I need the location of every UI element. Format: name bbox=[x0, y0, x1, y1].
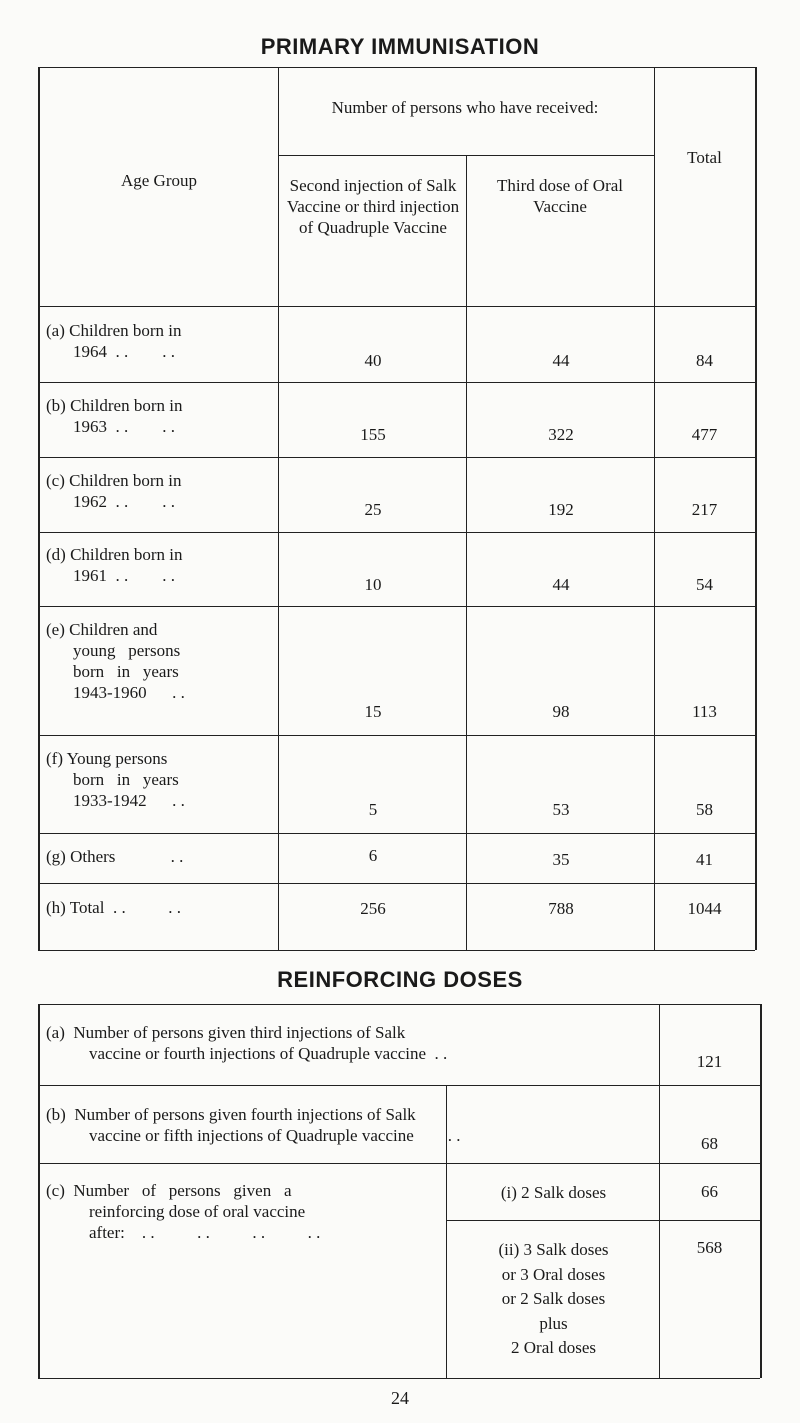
row-g-label: (g) Others . . bbox=[46, 847, 184, 866]
row-c-total: 217 bbox=[691, 500, 718, 519]
row-h-salk: 256 bbox=[360, 899, 386, 918]
row-d-total: 54 bbox=[696, 575, 713, 594]
row-f-salk: 5 bbox=[368, 800, 378, 819]
row-h-total: 1044 bbox=[687, 899, 722, 918]
page-number: 24 bbox=[391, 1388, 409, 1408]
row-c-oral: 192 bbox=[548, 500, 574, 519]
row-e-salk: 15 bbox=[364, 702, 382, 721]
reinforcing-title: REINFORCING DOSES bbox=[277, 967, 523, 992]
row-f-total: 58 bbox=[696, 800, 713, 819]
row-e-oral: 98 bbox=[552, 702, 570, 721]
row-b-salk: 155 bbox=[360, 425, 386, 444]
reinforcing-a-label: (a) Number of persons given third injections of Salk vaccine or fourth injections of Quadruple vaccine . . bbox=[46, 1023, 448, 1063]
page-title: PRIMARY IMMUNISATION bbox=[260, 34, 540, 59]
reinforcing-c-ii-value: 568 bbox=[696, 1238, 723, 1257]
reinforcing-c-i-value: 66 bbox=[701, 1182, 718, 1201]
row-d-oral: 44 bbox=[552, 575, 570, 594]
header-persons-received: Number of persons who have received: bbox=[331, 98, 599, 117]
row-b-total: 477 bbox=[691, 425, 718, 444]
row-a-oral: 44 bbox=[552, 351, 570, 370]
row-e-total: 113 bbox=[692, 702, 717, 721]
row-e-label: (e) Children and young persons born in years 1943-1960 . . bbox=[46, 620, 185, 702]
row-c-label: (c) Children born in 1962 . . . . bbox=[46, 471, 182, 511]
row-g-oral: 35 bbox=[552, 850, 570, 869]
row-a-label: (a) Children born in 1964 . . . . bbox=[46, 321, 182, 361]
reinforcing-c-label: (c) Number of persons given a reinforcing dose of oral vaccine after: . . . . . . . . bbox=[46, 1181, 321, 1242]
reinforcing-c-ii-label: (ii) 3 Salk doses or 3 Oral doses or 2 Salk doses plus 2 Oral doses bbox=[498, 1240, 609, 1357]
row-a-salk: 40 bbox=[364, 351, 382, 370]
row-d-label: (d) Children born in 1961 . . . . bbox=[46, 545, 183, 585]
row-b-label: (b) Children born in 1963 . . . . bbox=[46, 396, 183, 436]
reinforcing-b-value: 68 bbox=[701, 1134, 718, 1153]
header-age-group: Age Group bbox=[120, 171, 197, 190]
header-salk: Second injection of Salk Vaccine or third injection of Quadruple Vaccine bbox=[286, 176, 460, 237]
reinforcing-c-i-label: (i) 2 Salk doses bbox=[500, 1183, 607, 1202]
reinforcing-b-label: (b) Number of persons given fourth injections of Salk vaccine or fifth injections of Quadruple vaccine . . bbox=[46, 1105, 461, 1145]
row-f-oral: 53 bbox=[552, 800, 570, 819]
row-c-salk: 25 bbox=[364, 500, 382, 519]
row-b-oral: 322 bbox=[548, 425, 574, 444]
row-g-total: 41 bbox=[696, 850, 713, 869]
row-a-total: 84 bbox=[696, 351, 713, 370]
header-total: Total bbox=[687, 148, 722, 167]
row-d-salk: 10 bbox=[364, 575, 382, 594]
row-g-salk: 6 bbox=[368, 846, 378, 865]
row-f-label: (f) Young persons born in years 1933-1942 . . bbox=[46, 749, 185, 810]
header-oral: Third dose of Oral Vaccine bbox=[496, 176, 624, 216]
row-h-label: (h) Total . . . . bbox=[46, 898, 181, 917]
row-h-oral: 788 bbox=[548, 899, 574, 918]
reinforcing-a-value: 121 bbox=[696, 1052, 723, 1071]
